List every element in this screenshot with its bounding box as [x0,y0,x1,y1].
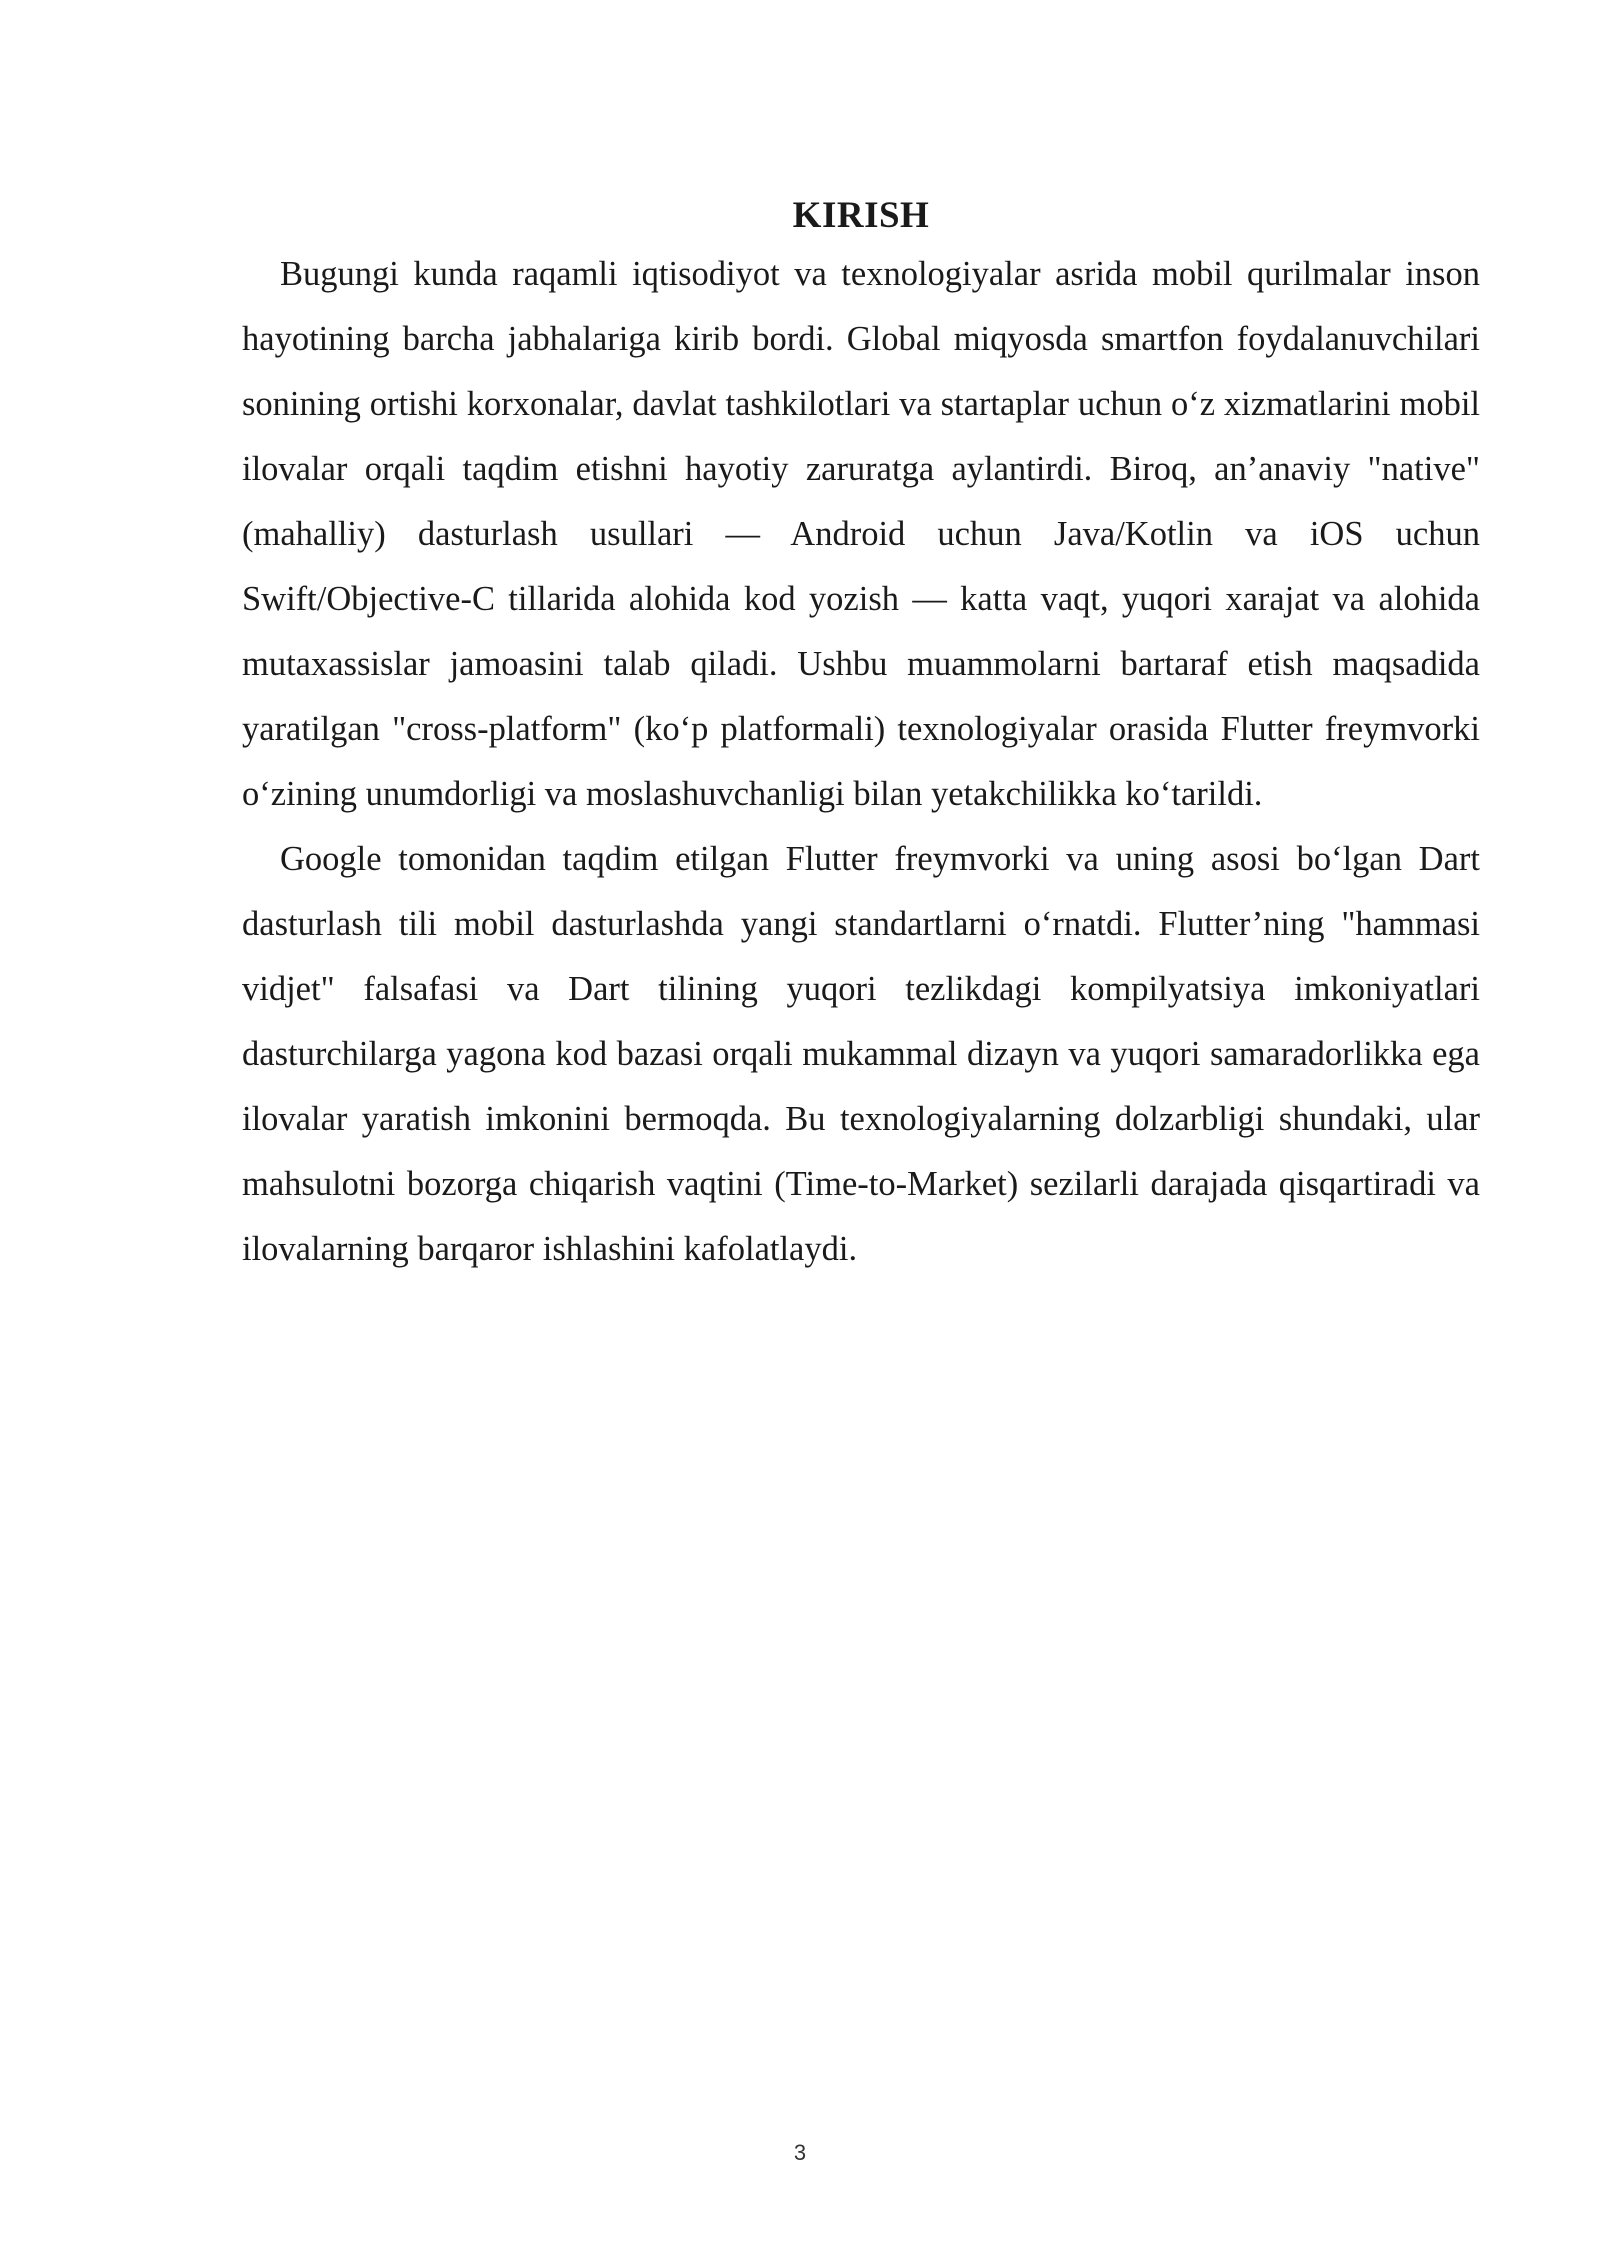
document-body [242,190,1480,1282]
paragraph-1: Bugungi kunda raqamli iqtisodiyot va texnologiyalar asrida mobil qurilmalar inson hayotining barcha jabhalariga kirib bordi. Global miqyosda smartfon foydalanuvchilari sonining ortishi korxonalar, davlat tashkilotlari va startaplar uchun oʻz xizmatlarini mobil ilovalar orqali taqdim etishni hayotiy zaruratga aylantirdi. Biroq, an’anaviy "native" (mahalliy) dasturlash usullari — Android uchun Java/Kotlin va iOS uchun Swift/Objective-C tillarida alohida kod yozish — katta vaqt, yuqori xarajat va alohida mutaxassislar jamoasini talab qiladi. Ushbu muammolarni bartaraf etish maqsadida yaratilgan "cross-platform" (koʻp platformali) texnologiyalar orasida Flutter freymvorki oʻzining unumdorligi va moslashuvchanligi bilan yetakchilikka koʻtarildi. [242,255,1480,813]
section-heading: KIRISH [792,195,930,236]
paragraph-2: Google tomonidan taqdim etilgan Flutter freymvorki va uning asosi boʻlgan Dart dasturlash tili mobil dasturlashda yangi standartlarni oʻrnatdi. Flutter’ning "hammasi vidjet" falsafasi va Dart tilining yuqori tezlikdagi kompilyatsiya imkoniyatlari dasturchilarga yagona kod bazasi orqali mukammal dizayn va yuqori samaradorlikka ega ilovalar yaratish imkonini bermoqda. Bu texnologiyalarning dolzarbligi shundaki, ular mahsulotni bozorga chiqarish vaqtini (Time-to-Market) sezilarli darajada qisqartiradi va ilovalarning barqaror ishlashini kafolatlaydi. [242,840,1480,1268]
page-number: 3 [793,2140,807,2165]
